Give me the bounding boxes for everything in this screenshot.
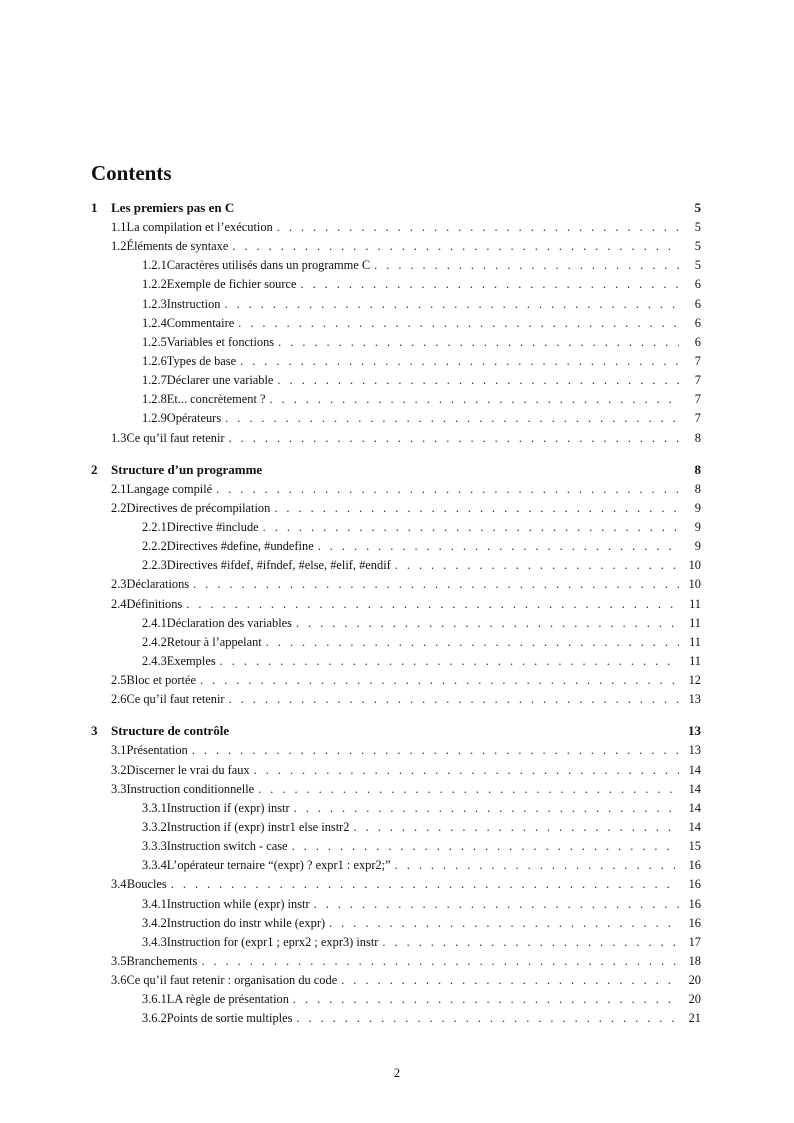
toc-leader-dots bbox=[382, 935, 679, 950]
toc-entry-page: 8 bbox=[694, 430, 701, 445]
toc-entry-1-2-3[interactable] bbox=[91, 297, 701, 316]
toc-leader-dots bbox=[274, 501, 679, 516]
toc-entry-title: Points de sortie multiples bbox=[166, 1011, 293, 1026]
toc-entry-1-2-6[interactable] bbox=[91, 354, 701, 373]
toc-entry-3-4-1[interactable] bbox=[91, 897, 701, 916]
toc-entry-page: 13 bbox=[688, 743, 701, 758]
toc-entry-title: Instruction if (expr) instr1 else instr2 bbox=[166, 819, 350, 834]
toc-entry-page: 9 bbox=[694, 519, 701, 534]
toc-entry-title: Éléments de syntaxe bbox=[126, 239, 229, 254]
toc-entry-title: Structure de contrôle bbox=[111, 723, 230, 739]
toc-leader-dots bbox=[314, 897, 679, 912]
toc-entry-page: 14 bbox=[688, 762, 701, 777]
toc-entry-1-2-7[interactable] bbox=[91, 373, 701, 392]
toc-leader-dots bbox=[294, 801, 679, 816]
toc-leader-dots bbox=[329, 916, 679, 931]
toc-entry-number: 1.2.2 bbox=[142, 277, 167, 292]
toc-entry-number: 2.3 bbox=[111, 577, 127, 592]
toc-entry-title: Branchements bbox=[126, 953, 198, 968]
toc-entry-number: 2.4.2 bbox=[142, 634, 167, 649]
toc-entry-number: 3.2 bbox=[111, 762, 127, 777]
toc-leader-dots bbox=[266, 635, 679, 650]
toc-entry-title: Instruction do instr while (expr) bbox=[166, 915, 326, 930]
toc-entry-page: 5 bbox=[694, 258, 701, 273]
toc-leader-dots bbox=[224, 297, 679, 312]
toc-leader-dots bbox=[263, 520, 679, 535]
toc-leader-dots bbox=[193, 577, 679, 592]
toc-entry-title: Les premiers pas en C bbox=[111, 200, 235, 215]
toc-entry-1-1[interactable] bbox=[91, 220, 701, 239]
toc-entry-1-2-1[interactable] bbox=[91, 258, 701, 277]
toc-entry-number: 1.2.7 bbox=[142, 373, 167, 388]
toc-entry-number: 1.2.6 bbox=[142, 353, 167, 368]
toc-entry-2-2-2[interactable] bbox=[91, 539, 701, 558]
toc-entry-3-1[interactable] bbox=[91, 743, 701, 762]
toc-entry-page: 8 bbox=[694, 461, 701, 477]
toc-entry-number: 1.2.5 bbox=[142, 334, 167, 349]
toc-entry-page: 13 bbox=[688, 723, 701, 739]
toc-entry-2-4-3[interactable] bbox=[91, 654, 701, 673]
toc-entry-page: 7 bbox=[694, 392, 701, 407]
toc-entry-number: 3.4 bbox=[111, 877, 127, 892]
toc-leader-dots bbox=[292, 839, 679, 854]
toc-entry-3-5[interactable] bbox=[91, 954, 701, 973]
toc-entry-title: Commentaire bbox=[166, 315, 235, 330]
toc-leader-dots bbox=[225, 411, 679, 426]
toc-entry-page: 6 bbox=[694, 277, 701, 292]
toc-entry-title: Instruction bbox=[166, 296, 221, 311]
toc-entry-title: Et... concrètement ? bbox=[166, 392, 266, 407]
toc-entry-3-4[interactable] bbox=[91, 877, 701, 896]
page-title: Contents bbox=[91, 161, 172, 185]
toc-entry-1-2-5[interactable] bbox=[91, 335, 701, 354]
toc-entry-page: 7 bbox=[694, 353, 701, 368]
toc-entry-title: Définitions bbox=[126, 596, 183, 611]
toc-entry-3-4-2[interactable] bbox=[91, 916, 701, 935]
toc-entry-title: Déclarations bbox=[126, 577, 190, 592]
toc-entry-2-4-1[interactable] bbox=[91, 616, 701, 635]
toc-leader-dots bbox=[293, 992, 679, 1007]
toc-entry-3-3-1[interactable] bbox=[91, 801, 701, 820]
toc-entry-2-2[interactable] bbox=[91, 501, 701, 520]
toc-entry-page: 10 bbox=[688, 558, 701, 573]
toc-entry-page: 21 bbox=[688, 1011, 701, 1026]
toc-entry-number: 2.2.1 bbox=[142, 519, 167, 534]
toc-entry-1-2-8[interactable] bbox=[91, 392, 701, 411]
toc-entry-2-4-2[interactable] bbox=[91, 635, 701, 654]
toc-leader-dots bbox=[232, 239, 679, 254]
table-of-contents bbox=[91, 200, 701, 1030]
toc-entry-title: Présentation bbox=[126, 743, 188, 758]
toc-leader-dots bbox=[220, 654, 679, 669]
toc-entry-1-2-2[interactable] bbox=[91, 277, 701, 296]
toc-entry-number: 3.3.1 bbox=[142, 800, 167, 815]
toc-leader-dots bbox=[240, 354, 679, 369]
toc-leader-dots bbox=[278, 335, 679, 350]
toc-entry-title: Bloc et portée bbox=[126, 673, 196, 688]
toc-entry-page: 20 bbox=[688, 973, 701, 988]
toc-entry-2-5[interactable] bbox=[91, 673, 701, 692]
toc-leader-dots bbox=[229, 431, 679, 446]
toc-entry-page: 16 bbox=[688, 877, 701, 892]
toc-entry-number: 3.1 bbox=[111, 743, 127, 758]
toc-entry-title: L’opérateur ternaire “(expr) ? expr1 : expr2;” bbox=[166, 858, 391, 873]
toc-entry-number: 2.1 bbox=[111, 481, 127, 496]
toc-entry-page: 16 bbox=[688, 915, 701, 930]
toc-entry-number: 3.4.3 bbox=[142, 934, 167, 949]
toc-entry-2-6[interactable] bbox=[91, 692, 701, 711]
toc-entry-page: 14 bbox=[688, 800, 701, 815]
toc-entry-title: Variables et fonctions bbox=[166, 334, 275, 349]
toc-leader-dots bbox=[395, 558, 679, 573]
toc-entry-number: 3.6 bbox=[111, 973, 127, 988]
toc-entry-3-3-2[interactable] bbox=[91, 820, 701, 839]
toc-entry-title: Déclarer une variable bbox=[166, 373, 274, 388]
toc-entry-page: 7 bbox=[694, 373, 701, 388]
toc-entry-number: 3.3.4 bbox=[142, 858, 167, 873]
toc-entry-number: 2.5 bbox=[111, 673, 127, 688]
toc-leader-dots bbox=[270, 392, 679, 407]
toc-entry-number: 3.3.2 bbox=[142, 819, 167, 834]
toc-entry-number: 2.6 bbox=[111, 692, 127, 707]
toc-entry-number: 3.5 bbox=[111, 953, 127, 968]
toc-entry-number: 1.2.8 bbox=[142, 392, 167, 407]
toc-entry-title: Opérateurs bbox=[166, 411, 222, 426]
toc-entry-2-1[interactable] bbox=[91, 482, 701, 501]
toc-entry-title: Instruction if (expr) instr bbox=[166, 800, 290, 815]
toc-entry-title: Langage compilé bbox=[126, 481, 213, 496]
toc-entry-number: 1.3 bbox=[111, 430, 127, 445]
toc-entry-page: 6 bbox=[694, 315, 701, 330]
toc-entry-1-2-4[interactable] bbox=[91, 316, 701, 335]
toc-leader-dots bbox=[395, 858, 679, 873]
toc-entry-number: 3.3.3 bbox=[142, 839, 167, 854]
toc-entry-number: 1.2.9 bbox=[142, 411, 167, 426]
toc-entry-page: 11 bbox=[689, 653, 701, 668]
toc-entry-number: 2.2.2 bbox=[142, 539, 167, 554]
toc-entry-page: 14 bbox=[688, 819, 701, 834]
toc-entry-number: 1.2.3 bbox=[142, 296, 167, 311]
toc-entry-number: 1 bbox=[91, 200, 98, 215]
toc-entry-page: 10 bbox=[688, 577, 701, 592]
toc-entry-number: 3 bbox=[91, 723, 98, 739]
toc-leader-dots bbox=[238, 316, 679, 331]
toc-leader-dots bbox=[200, 673, 679, 688]
toc-leader-dots bbox=[341, 973, 679, 988]
toc-leader-dots bbox=[186, 597, 679, 612]
toc-entry-title: Directives #define, #undefine bbox=[166, 539, 314, 554]
toc-entry-3-4-3[interactable] bbox=[91, 935, 701, 954]
toc-entry-number: 3.6.1 bbox=[142, 992, 167, 1007]
toc-entry-title: Directives de précompilation bbox=[126, 500, 271, 515]
toc-entry-number: 2.4 bbox=[111, 596, 127, 611]
toc-entry-page: 14 bbox=[688, 781, 701, 796]
toc-entry-page: 11 bbox=[689, 634, 701, 649]
toc-entry-page: 6 bbox=[694, 296, 701, 311]
toc-entry-3[interactable] bbox=[91, 723, 701, 743]
toc-entry-page: 16 bbox=[688, 896, 701, 911]
toc-entry-title: Exemple de fichier source bbox=[166, 277, 297, 292]
toc-entry-1-2-9[interactable] bbox=[91, 411, 701, 430]
toc-entry-page: 11 bbox=[689, 615, 701, 630]
toc-entry-number: 1.2 bbox=[111, 239, 127, 254]
toc-entry-2[interactable] bbox=[91, 462, 701, 482]
toc-leader-dots bbox=[254, 763, 679, 778]
toc-entry-page: 5 bbox=[694, 200, 701, 215]
toc-entry-number: 3.4.2 bbox=[142, 915, 167, 930]
toc-leader-dots bbox=[192, 743, 679, 758]
toc-entry-title: Instruction for (expr1 ; eprx2 ; expr3) instr bbox=[166, 934, 379, 949]
toc-entry-number: 1.2.1 bbox=[142, 258, 167, 273]
page-number: 2 bbox=[393, 1066, 401, 1080]
toc-entry-title: La compilation et l’exécution bbox=[126, 220, 273, 234]
toc-leader-dots bbox=[300, 277, 679, 292]
toc-entry-title: Directive #include bbox=[166, 519, 259, 534]
toc-entry-number: 2.4.1 bbox=[142, 615, 167, 630]
toc-entry-2-4[interactable] bbox=[91, 597, 701, 616]
toc-entry-page: 12 bbox=[688, 673, 701, 688]
toc-entry-title: Types de base bbox=[166, 353, 237, 368]
toc-entry-1-3[interactable] bbox=[91, 431, 701, 450]
toc-entry-number: 2.4.3 bbox=[142, 653, 167, 668]
toc-entry-title: Boucles bbox=[126, 877, 167, 892]
toc-entry-page: 17 bbox=[688, 934, 701, 949]
toc-entry-3-6-1[interactable] bbox=[91, 992, 701, 1011]
toc-entry-page: 18 bbox=[688, 953, 701, 968]
toc-entry-3-6-2[interactable] bbox=[91, 1011, 701, 1030]
toc-entry-2-2-1[interactable] bbox=[91, 520, 701, 539]
toc-entry-page: 11 bbox=[689, 596, 701, 611]
toc-entry-page: 9 bbox=[694, 539, 701, 554]
toc-entry-title: Exemples bbox=[166, 653, 216, 668]
toc-entry-page: 5 bbox=[694, 220, 701, 234]
toc-entry-title: Ce qu’il faut retenir : organisation du code bbox=[126, 973, 338, 988]
toc-leader-dots bbox=[201, 954, 679, 969]
toc-entry-2-3[interactable] bbox=[91, 577, 701, 596]
toc-entry-number: 3.6.2 bbox=[142, 1011, 167, 1026]
toc-entry-3-2[interactable] bbox=[91, 763, 701, 782]
toc-entry-title: Instruction conditionnelle bbox=[126, 781, 255, 796]
toc-entry-number: 2.2.3 bbox=[142, 558, 167, 573]
toc-leader-dots bbox=[171, 877, 679, 892]
toc-entry-title: Instruction while (expr) instr bbox=[166, 896, 310, 911]
toc-leader-dots bbox=[374, 258, 679, 273]
toc-leader-dots bbox=[229, 692, 679, 707]
toc-leader-dots bbox=[296, 616, 679, 631]
toc-entry-2-2-3[interactable] bbox=[91, 558, 701, 577]
toc-entry-page: 6 bbox=[694, 334, 701, 349]
toc-entry-page: 8 bbox=[694, 481, 701, 496]
toc-entry-title: Retour à l’appelant bbox=[166, 634, 262, 649]
toc-entry-page: 9 bbox=[694, 500, 701, 515]
toc-entry-page: 16 bbox=[688, 858, 701, 873]
toc-entry-title: Caractères utilisés dans un programme C bbox=[166, 258, 371, 273]
toc-entry-number: 2 bbox=[91, 461, 98, 477]
toc-leader-dots bbox=[258, 782, 679, 797]
toc-entry-1-2[interactable] bbox=[91, 239, 701, 258]
toc-leader-dots bbox=[277, 373, 679, 388]
toc-entry-title: Structure d’un programme bbox=[111, 461, 263, 477]
toc-entry-title: Ce qu’il faut retenir bbox=[126, 692, 225, 707]
toc-entry-number: 1.2.4 bbox=[142, 315, 167, 330]
toc-entry-title: Directives #ifdef, #ifndef, #else, #elif, #endif bbox=[166, 558, 391, 573]
toc-leader-dots bbox=[318, 539, 679, 554]
toc-entry-title: Déclaration des variables bbox=[166, 615, 293, 630]
toc-leader-dots bbox=[216, 482, 679, 497]
toc-entry-number: 3.3 bbox=[111, 781, 127, 796]
toc-entry-number: 1.1 bbox=[111, 220, 127, 234]
toc-entry-number: 2.2 bbox=[111, 500, 127, 515]
toc-entry-number: 3.4.1 bbox=[142, 896, 167, 911]
toc-entry-title: Ce qu’il faut retenir bbox=[126, 430, 225, 445]
toc-entry-3-3[interactable] bbox=[91, 782, 701, 801]
toc-leader-dots bbox=[296, 1011, 679, 1026]
toc-entry-3-3-4[interactable] bbox=[91, 858, 701, 877]
toc-entry-page: 5 bbox=[694, 239, 701, 254]
toc-entry-1[interactable] bbox=[91, 200, 701, 220]
toc-entry-page: 13 bbox=[688, 692, 701, 707]
toc-leader-dots bbox=[277, 220, 679, 235]
toc-entry-page: 7 bbox=[694, 411, 701, 426]
toc-entry-page: 20 bbox=[688, 992, 701, 1007]
toc-entry-3-3-3[interactable] bbox=[91, 839, 701, 858]
toc-entry-title: LA règle de présentation bbox=[166, 992, 289, 1007]
toc-entry-title: Instruction switch - case bbox=[166, 839, 288, 854]
toc-entry-title: Discerner le vrai du faux bbox=[126, 762, 250, 777]
toc-leader-dots bbox=[354, 820, 679, 835]
toc-entry-page: 15 bbox=[688, 839, 701, 854]
toc-entry-3-6[interactable] bbox=[91, 973, 701, 992]
